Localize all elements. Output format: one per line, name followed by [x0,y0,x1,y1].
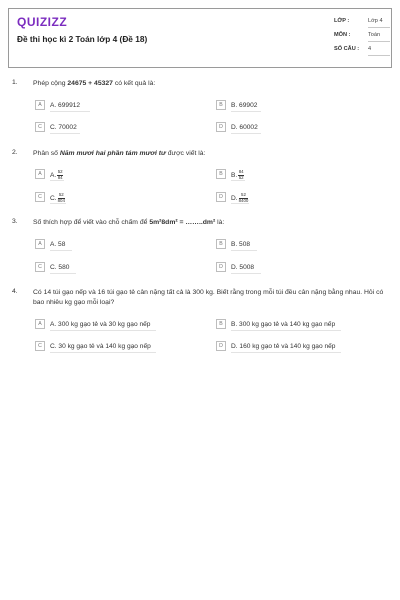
option-text: A. 58 [50,241,66,248]
option-text: B. 300 kg gạo tẻ và 140 kg gạo nếp [231,321,336,328]
answer-underline [50,330,156,331]
worksheet-header [8,8,392,68]
option-letter-box: C [35,122,45,132]
option-letter-box: D [216,262,226,272]
fraction: $\frac{52}{804}$ [57,192,65,203]
question-number: 3. [12,218,18,225]
option-letter-box: A [35,319,45,329]
fraction: $\frac{52}{84}$ [57,169,63,180]
question-text: Số thích hợp để viết vào chỗ chấm để 5m²8dm² = ……..dm² là: [33,219,225,226]
option-letter-box: A [35,169,45,179]
question-number: 1. [12,79,18,86]
answer-underline [50,111,90,112]
question-text-line: bao nhiêu kg gạo mỗi loại? [33,299,115,306]
question-text: Phân số Năm mươi hai phần tám mươi tư được viết là: [33,150,206,157]
option-letter-box: B [216,319,226,329]
option-text: D. 5008 [231,264,255,271]
answer-underline [231,111,261,112]
option-letter-box: C [35,262,45,272]
meta-row-subject [334,31,390,45]
answer-underline [231,180,245,181]
option-letter-box: A [35,100,45,110]
option-text: B. 69902 [231,102,258,109]
option-letter-box: C [35,192,45,202]
meta-label: SỐ CÂU : [334,46,360,52]
meta-value: Toán [368,31,390,42]
question-text [33,288,391,308]
question-number: 2. [12,149,18,156]
exam-title: Đề thi học kì 2 Toán lớp 4 (Đề 18) [17,34,148,44]
option-letter-box: D [216,341,226,351]
option-letter-box: B [216,169,226,179]
option-text: D. 60002 [231,124,258,131]
option-text: C. $\frac{52}{804}$ [50,192,65,203]
question-text: Phép cộng 24675 + 45327 có kết quả là: [33,80,156,87]
fraction: $\frac{84}{52}$ [238,169,244,180]
meta-label: MÔN : [334,32,351,38]
answer-underline [231,203,249,204]
option-text: A. $\frac{52}{84}$ [50,169,63,180]
option-text: C. 580 [50,264,70,271]
option-text: B. $\frac{84}{52}$ [231,169,244,180]
answer-underline [231,133,261,134]
exam-meta [334,17,390,59]
question-number: 4. [12,288,18,295]
answer-underline [231,352,341,353]
option-letter-box: B [216,239,226,249]
option-text: A. 300 kg gạo tẻ và 30 kg gạo nếp [50,321,151,328]
fraction: $\frac{52}{8400}$ [238,192,249,203]
option-letter-box: B [216,100,226,110]
option-letter-box: A [35,239,45,249]
answer-underline [231,250,257,251]
meta-value: 4 [368,45,390,56]
option-text: C. 70002 [50,124,77,131]
answer-underline [231,273,261,274]
answer-underline [231,330,341,331]
meta-value: Lớp 4 [368,17,390,28]
answer-underline [50,273,76,274]
option-letter-box: D [216,122,226,132]
answer-underline [50,352,156,353]
option-text: D. 160 kg gạo tẻ và 140 kg gạo nếp [231,343,336,350]
answer-underline [50,250,72,251]
option-letter-box: D [216,192,226,202]
option-text: D. $\frac{52}{8400}$ [231,192,249,203]
answer-underline [50,180,64,181]
meta-row-count [334,45,390,59]
question-text-line: Có 14 túi gạo nếp và 16 túi gạo tẻ cân nặng tất cả là 300 kg. Biết rằng trong mỗi túi đều cân nặng bằng nhau. Hỏi có [33,289,384,296]
meta-row-class [334,17,390,31]
option-text: C. 30 kg gạo tẻ và 140 kg gạo nếp [50,343,151,350]
answer-underline [50,203,66,204]
meta-label: LỚP : [334,18,350,24]
option-letter-box: C [35,341,45,351]
quizizz-logo: QUIZIZZ [17,15,68,29]
option-text: A. 699912 [50,102,81,109]
answer-underline [50,133,80,134]
option-text: B. 508 [231,241,251,248]
